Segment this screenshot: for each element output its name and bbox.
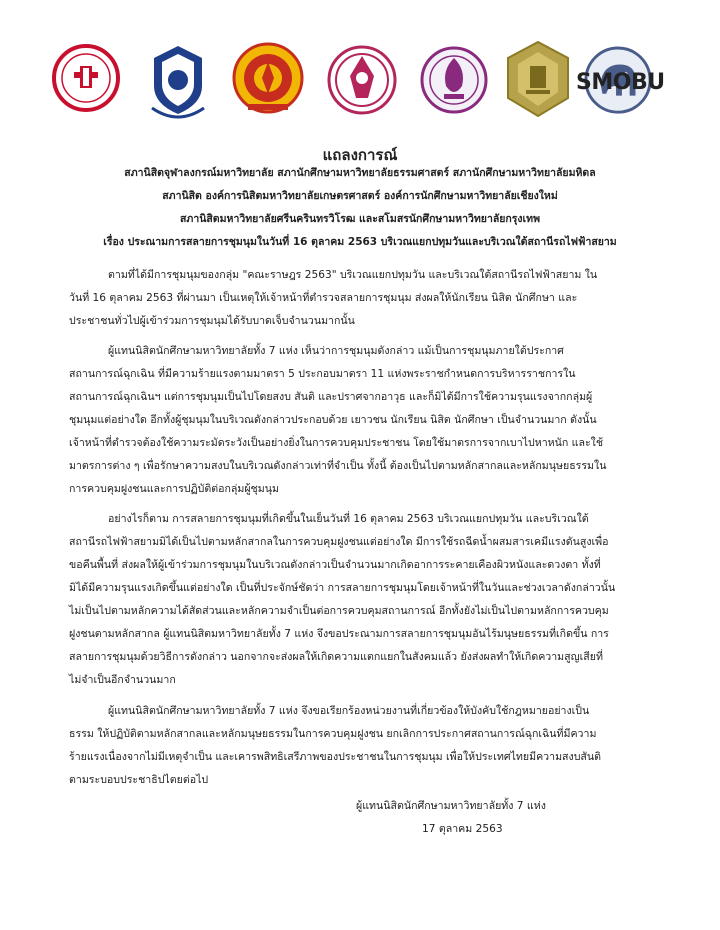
- swu-student-council-logo: [502, 38, 574, 128]
- subject-line: เรื่อง ประณามการสลายการชุมนุมในวันที่ 16 ตุลาคม 2563 บริเวณแยกปทุมวันและบริเวณใต้สถานีรถไฟฟ้าสยาม: [103, 236, 617, 248]
- paragraph-line: มิได้มีความรุนแรงเกิดขึ้นแต่อย่างใด เป็นที่ประจักษ์ชัดว่า การสลายการชุมนุมโดยเจ้าหน้าที่ในวันและช่วงเวลาดังกล่าวนั้น: [69, 582, 616, 594]
- paragraph-line: ประชาชนทั่วไปผู้เข้าร่วมการชุมนุมได้รับบาดเจ็บจำนวนมากนั้น: [69, 315, 355, 327]
- paragraph-line: ผู้แทนนิสิตนักศึกษามหาวิทยาลัยทั้ง 7 แห่ง จึงขอเรียกร้องหน่วยงานที่เกี่ยวข้องให้บังคับใช้กฎหมายอย่างเป็น: [108, 705, 590, 717]
- paragraph-line: ไม่เป็นไปตามหลักความได้สัดส่วนและหลักความจำเป็นต่อการควบคุมสถานการณ์ อีกทั้งยังไม่เป็นไปตามหลักการควบคุม: [69, 605, 609, 617]
- paragraph-line: ไม่จำเป็นอีกจำนวนมาก: [69, 674, 176, 686]
- smobu-logo-text: SMOBU: [576, 70, 665, 95]
- mahidol-student-council-logo: [142, 38, 214, 128]
- paragraph-line: สถานีรถไฟฟ้าสยามมิได้เป็นไปตามหลักสากลในการควบคุมฝูงชนแต่อย่างใด มีการใช้รถฉีดน้ำผสมสารเคมีแรงดันสูงเพื่อ: [69, 536, 609, 548]
- paragraph-line: ร้ายแรงเนื่องจากไม่มีเหตุจำเป็น และเคารพสิทธิเสรีภาพของประชาชนในการชุมนุม เพื่อให้ประเทศไทยมีความสงบสันติ: [69, 751, 601, 763]
- paragraph-line: ขอคืนพื้นที่ ส่งผลให้ผู้เข้าร่วมการชุมนุมในบริเวณดังกล่าวเป็นจำนวนมากเกิดอาการระคายเคืองผิวหนังและดวงตา ทั้งที่: [69, 559, 601, 571]
- paragraph-line: วันที่ 16 ตุลาคม 2563 ที่ผ่านมา เป็นเหตุให้เจ้าหน้าที่ตำรวจสลายการชุมนุม ส่งผลให้นักเรียน นิสิต นักศึกษา และ: [69, 292, 578, 304]
- logo-row: [50, 38, 680, 128]
- chula-student-union-logo: [50, 38, 122, 128]
- paragraph-line: อย่างไรก็ตาม การสลายการชุมนุมที่เกิดขึ้นในเย็นวันที่ 16 ตุลาคม 2563 บริเวณแยกปทุมวัน และบริเวณใต้: [108, 513, 589, 525]
- chiangmai-student-org-logo: [418, 38, 490, 128]
- paragraph-line: ชุมนุมแต่อย่างใด อีกทั้งผู้ชุมนุมในบริเวณดังกล่าวประกอบด้วย เยาวชน นักเรียน นิสิต นักศึกษา เป็นจำนวนมาก ดังนั้น: [69, 414, 597, 426]
- paragraph-line: ธรรม ให้ปฏิบัติตามหลักสากลและหลักมนุษยธรรมในการควบคุมฝูงชน ยกเลิกการประกาศสถานการณ์ฉุกเฉินที่มีความ: [69, 728, 597, 740]
- paragraph-line: มาตรการต่าง ๆ เพื่อรักษาความสงบในบริเวณดังกล่าวเท่าที่จำเป็น ทั้งนี้ ต้องเป็นไปตามหลักสากลและหลักมนุษยธรรมใน: [69, 460, 607, 472]
- paragraph-line: สถานการณ์ฉุกเฉินฯ แต่การชุมนุมเป็นไปโดยสงบ สันติ และปราศจากอาวุธ และก็มิได้มีการใช้ความรุนแรงจากกลุ่มผู้: [69, 391, 593, 403]
- paragraph-line: ตามระบอบประชาธิปไตยต่อไป: [69, 774, 209, 786]
- org-line-2: สภานิสิต องค์การนิสิตมหาวิทยาลัยเกษตรศาสตร์ องค์การนักศึกษามหาวิทยาลัยเชียงใหม่: [162, 190, 558, 202]
- paragraph-line: สลายการชุมนุมด้วยวิธีการดังกล่าว นอกจากจะส่งผลให้เกิดความแตกแยกในสังคมแล้ว ยังส่งผลทำให้เกิดความสูญเสียที่: [69, 651, 603, 663]
- statement-date: 17 ตุลาคม 2563: [422, 823, 503, 835]
- smobu-logo: [576, 70, 665, 95]
- paragraph-line: ตามที่ได้มีการชุมนุมของกลุ่ม "คณะราษฎร 2563" บริเวณแยกปทุมวัน และบริเวณใต้สถานีรถไฟฟ้าสยาม ใน: [108, 269, 598, 281]
- paragraph-line: ฝูงชนตามหลักสากล ผู้แทนนิสิตมหาวิทยาลัยทั้ง 7 แห่ง จึงขอประณามการสลายการชุมนุมอันไร้มนุษยธรรมที่เกิดขึ้น การ: [69, 628, 609, 640]
- paragraph-line: เจ้าหน้าที่ตำรวจต้องใช้ความระมัดระวังเป็นอย่างยิ่งในการควบคุมประชาชน โดยใช้มาตรการจากเบาไปหาหนัก และใช้: [69, 437, 604, 449]
- paragraph-line: ผู้แทนนิสิตนักศึกษามหาวิทยาลัยทั้ง 7 แห่ง เห็นว่าการชุมนุมดังกล่าว แม้เป็นการชุมนุมภายใต้ประกาศ: [108, 345, 564, 357]
- org-line-3: สภานิสิตมหาวิทยาลัยศรีนครินทรวิโรฒ และสโมสรนักศึกษามหาวิทยาลัยกรุงเทพ: [179, 213, 540, 225]
- thammasat-student-union-logo: [232, 38, 304, 128]
- statement-title: แถลงการณ์: [322, 146, 398, 164]
- org-line-1: สภานิสิตจุฬาลงกรณ์มหาวิทยาลัย สภานักศึกษามหาวิทยาลัยธรรมศาสตร์ สภานักศึกษามหาวิทยาลัยมหิดล: [124, 167, 596, 179]
- paragraph-line: สถานการณ์ฉุกเฉิน ที่มีความร้ายแรงตามมาตรา 5 ประกอบมาตรา 11 แห่งพระราชกำหนดการบริหารราชการใน: [69, 368, 576, 380]
- paragraph-line: การควบคุมฝูงชนและการปฏิบัติต่อกลุ่มผู้ชุมนุม: [69, 483, 279, 495]
- kasetsart-student-org-logo: [326, 38, 398, 128]
- signature: ผู้แทนนิสิตนักศึกษามหาวิทยาลัยทั้ง 7 แห่ง: [356, 800, 546, 812]
